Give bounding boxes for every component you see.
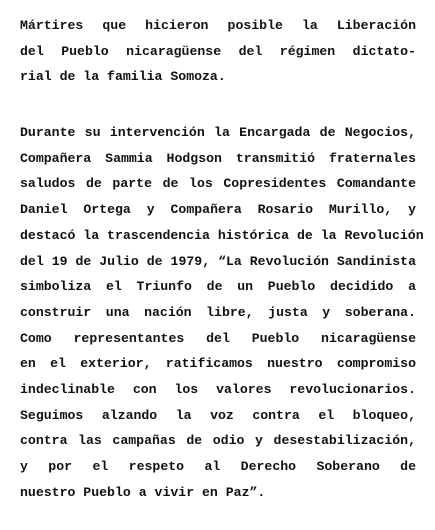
paragraph-intervencion [20,120,424,506]
text-line: simboliza el Triunfo de un Pueblo decidido a [20,279,416,295]
text-line: Durante su intervención la Encargada de Negocios, [20,125,416,140]
text-line: del Pueblo nicaragüense del régimen dictato- [20,43,416,59]
text-line: Mártires que hicieron posible la Liberación [20,18,416,33]
text-line: rial de la familia Somoza. [20,69,226,85]
paragraph-martires [20,13,416,90]
text-line: construir una nación libre, justa y soberana. [20,304,416,320]
text-line: nuestro Pueblo a vivir en Paz”. [20,484,266,500]
text-line: del 19 de Julio de 1979, “La Revolución Sandinista [20,253,416,269]
text-line: destacó la trascendencia histórica de la Revolución [20,227,424,243]
text-line: contra las campañas de odio y desestabilización, [20,433,416,449]
text-line: Como representantes del Pueblo nicaragüense [20,330,416,346]
text-line: Daniel Ortega y Compañera Rosario Murillo, y [20,202,416,218]
text-line: en el exterior, ratificamos nuestro compromiso [20,356,416,372]
text-line: Compañera Sammia Hodgson transmitió fraternales [20,150,416,166]
text-line: Seguimos alzando la voz contra el bloqueo, [20,407,416,423]
text-line: saludos de parte de los Copresidentes Comandante [20,176,416,192]
text-line: indeclinable con los valores revolucionarios. [20,382,416,398]
text-line: y por el respeto al Derecho Soberano de [20,459,416,475]
